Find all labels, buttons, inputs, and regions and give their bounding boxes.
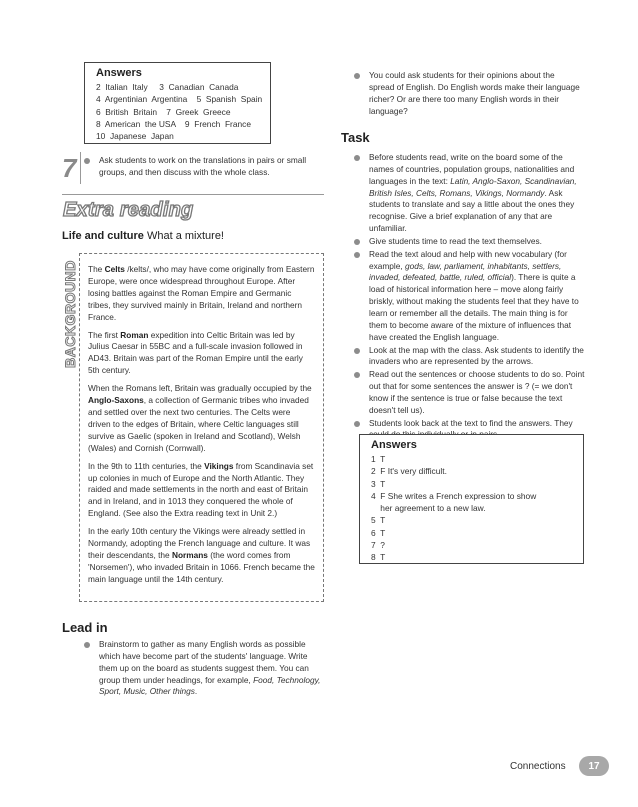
task-bullets [353, 152, 585, 442]
background-side-label: BACKGROUND [62, 260, 78, 368]
para-text: In the 9th to 11th centuries, the [88, 460, 205, 471]
para-text: In the early 10th century the Vikings were already settled in Normandy, adopting the French language and culture. It was their descendants, the [88, 526, 311, 560]
term-celts: Celts [104, 264, 125, 274]
page-number-badge [579, 756, 609, 776]
background-paragraph [88, 383, 315, 454]
task-bullet [353, 152, 585, 235]
step-number: 7 [62, 153, 77, 183]
extra-reading-subtitle [62, 230, 224, 242]
task-bullet [353, 249, 585, 344]
para-text: from Scandinavia set up colonies in much of Europe and the North Atlantic. They raided and made settlements in the north and east of Britain and in Ireland, and in 1013 they conquered the whole of England. (See also the Extra reading text in Unit 2.) [88, 460, 314, 519]
task-bullet: Give students time to read the text themselves. [353, 236, 585, 248]
answer-line: 6 T [371, 527, 386, 538]
right-top-bullets [353, 70, 581, 118]
para-text: (the word comes from 'Norsemen'), who invaded Britain in 1066. French became the main language until the 14th century. [88, 549, 315, 584]
bullet-italic: Food, Technology, Sport, Music, Other things [99, 674, 321, 697]
answer-line: 10 Japanese Japan [96, 131, 174, 142]
step7-bullet: Ask students to work on the translations in pairs or small groups, and then discuss with the whole class. [83, 155, 321, 179]
lead-in-title: Lead in [62, 620, 108, 635]
step7-bullets [83, 155, 321, 180]
background-paragraph [88, 526, 315, 586]
answer-line: 1 T [371, 454, 386, 464]
right-top-bullet: You could ask students for their opinions about the spread of English. Do English words make their language richer? Or are there too many English words in their language? [353, 70, 581, 117]
answer-line: 6 British Britain 7 Greek Greece [96, 106, 231, 117]
term-anglo-saxons: Anglo-Saxons [88, 395, 144, 406]
term-vikings: Vikings [204, 460, 234, 471]
bullet-text: ). There is quite a load of historical information here – move along fairly briskly, without making the students feel that they have to learn or remember all the details. The main thing is for them to become aware of the mixture of influences that have created the English language. [369, 272, 579, 342]
answer-line: 8 T [371, 552, 386, 563]
bullet-text: Brainstorm to gather as many English words as possible which have become part of the students' language. Write them up on the board as students suggest them. You can group them under headings, for example, [99, 639, 309, 685]
term-roman: Roman [120, 329, 149, 340]
answer-line: 3 T [371, 478, 386, 489]
subtitle-bold: Life and culture [62, 230, 144, 242]
para-text: When the Romans left, Britain was gradually occupied by the [88, 383, 312, 394]
answer-line: 4 F She writes a French expression to show [371, 490, 537, 501]
background-paragraph [88, 330, 315, 378]
answer-line: her agreement to a new law. [371, 503, 486, 514]
para-text: The first [88, 329, 121, 340]
answers-title: Answers [96, 67, 142, 79]
answer-line: 2 Italian Italy 3 Canadian Canada [96, 82, 239, 92]
bullet-italic: gods, law, parliament, inhabitants, settlers, invaded, defeated, battle, ruled, official [369, 260, 562, 283]
answers-box-2 [359, 434, 584, 564]
section-divider [62, 194, 324, 195]
bullet-text: . [194, 686, 198, 697]
answer-line: 7 ? [371, 540, 385, 551]
background-paragraph: The Celts /kelts/, who may have come originally from Eastern Europe, were once widespread throughout Europe. After losing battles against the Roman Empire and Germanic tribes, they survived mainly in Britain, Ireland and northern France. [88, 264, 315, 322]
background-box [79, 253, 324, 602]
term-normans: Normans [171, 549, 208, 560]
bullet-text: . Ask students to translate and say a little about the ones they recognise. Give a brief explanation of any that are unfamiliar. [369, 187, 575, 234]
footer-label: Connections [510, 761, 566, 772]
task-bullet: Look at the map with the class. Ask students to identify the invaders who are represented by the arrows. [353, 345, 585, 369]
task-bullet: Read out the sentences or choose students to do so. Point out that for some sentences the answer is ? (= we don't know if the sentence is true or false because the text doesn't tell us). [353, 369, 585, 416]
answers-title: Answers [371, 439, 417, 451]
lead-in-bullet [83, 639, 323, 698]
step-divider [80, 152, 81, 184]
background-paragraph [88, 461, 315, 521]
task-title: Task [341, 130, 370, 145]
answer-line: 5 T [371, 515, 386, 526]
para-text: /kelts/, who may have come originally from Eastern Europe, were once widespread throughout Europe. After losing battles against the Roman Empire and Germanic tribes, they survived mainly in Britain, Ireland and northern France. [88, 264, 315, 322]
bullet-text: Before students read, write on the board some of the names of countries, population groups, nationalities and languages in the text: [369, 152, 575, 186]
bullet-italic: Latin, Anglo-Saxon, Scandinavian, British Isles, Celts, Romans, Vikings, Normandy [369, 175, 577, 198]
answer-line: 4 Argentinian Argentina 5 Spanish Spain [96, 94, 263, 105]
answers-box-1 [84, 62, 271, 144]
answer-line: 2 F It's very difficult. [371, 466, 447, 477]
para-text: expedition into Celtic Britain was led by Julius Caesar in 55BC and a full-scale invasion followed in AD43. Britain was part of the Roman Empire until the early 5th century. [88, 329, 303, 376]
task-bullet: Students look back at the text to find the answers. They [353, 418, 585, 442]
para-text: , a collection of Germanic tribes who invaded and settled over the next two centuries. The Celts were driven to the edges of Britain, where Celtic languages still survive as Gaelic (spoken in Ireland and Scotland), Welsh (Wales) and Cornish (Cornwall). [88, 395, 309, 453]
bullet-text: Read the text aloud and help with new vocabulary (for example, [369, 248, 567, 271]
lead-in-bullets [83, 639, 323, 699]
page-number: 17 [588, 760, 600, 772]
subtitle-rest: What a mixture! [146, 230, 224, 242]
answer-line: 8 American the USA 9 French France [96, 118, 252, 129]
extra-reading-title: Extra reading [63, 199, 194, 221]
